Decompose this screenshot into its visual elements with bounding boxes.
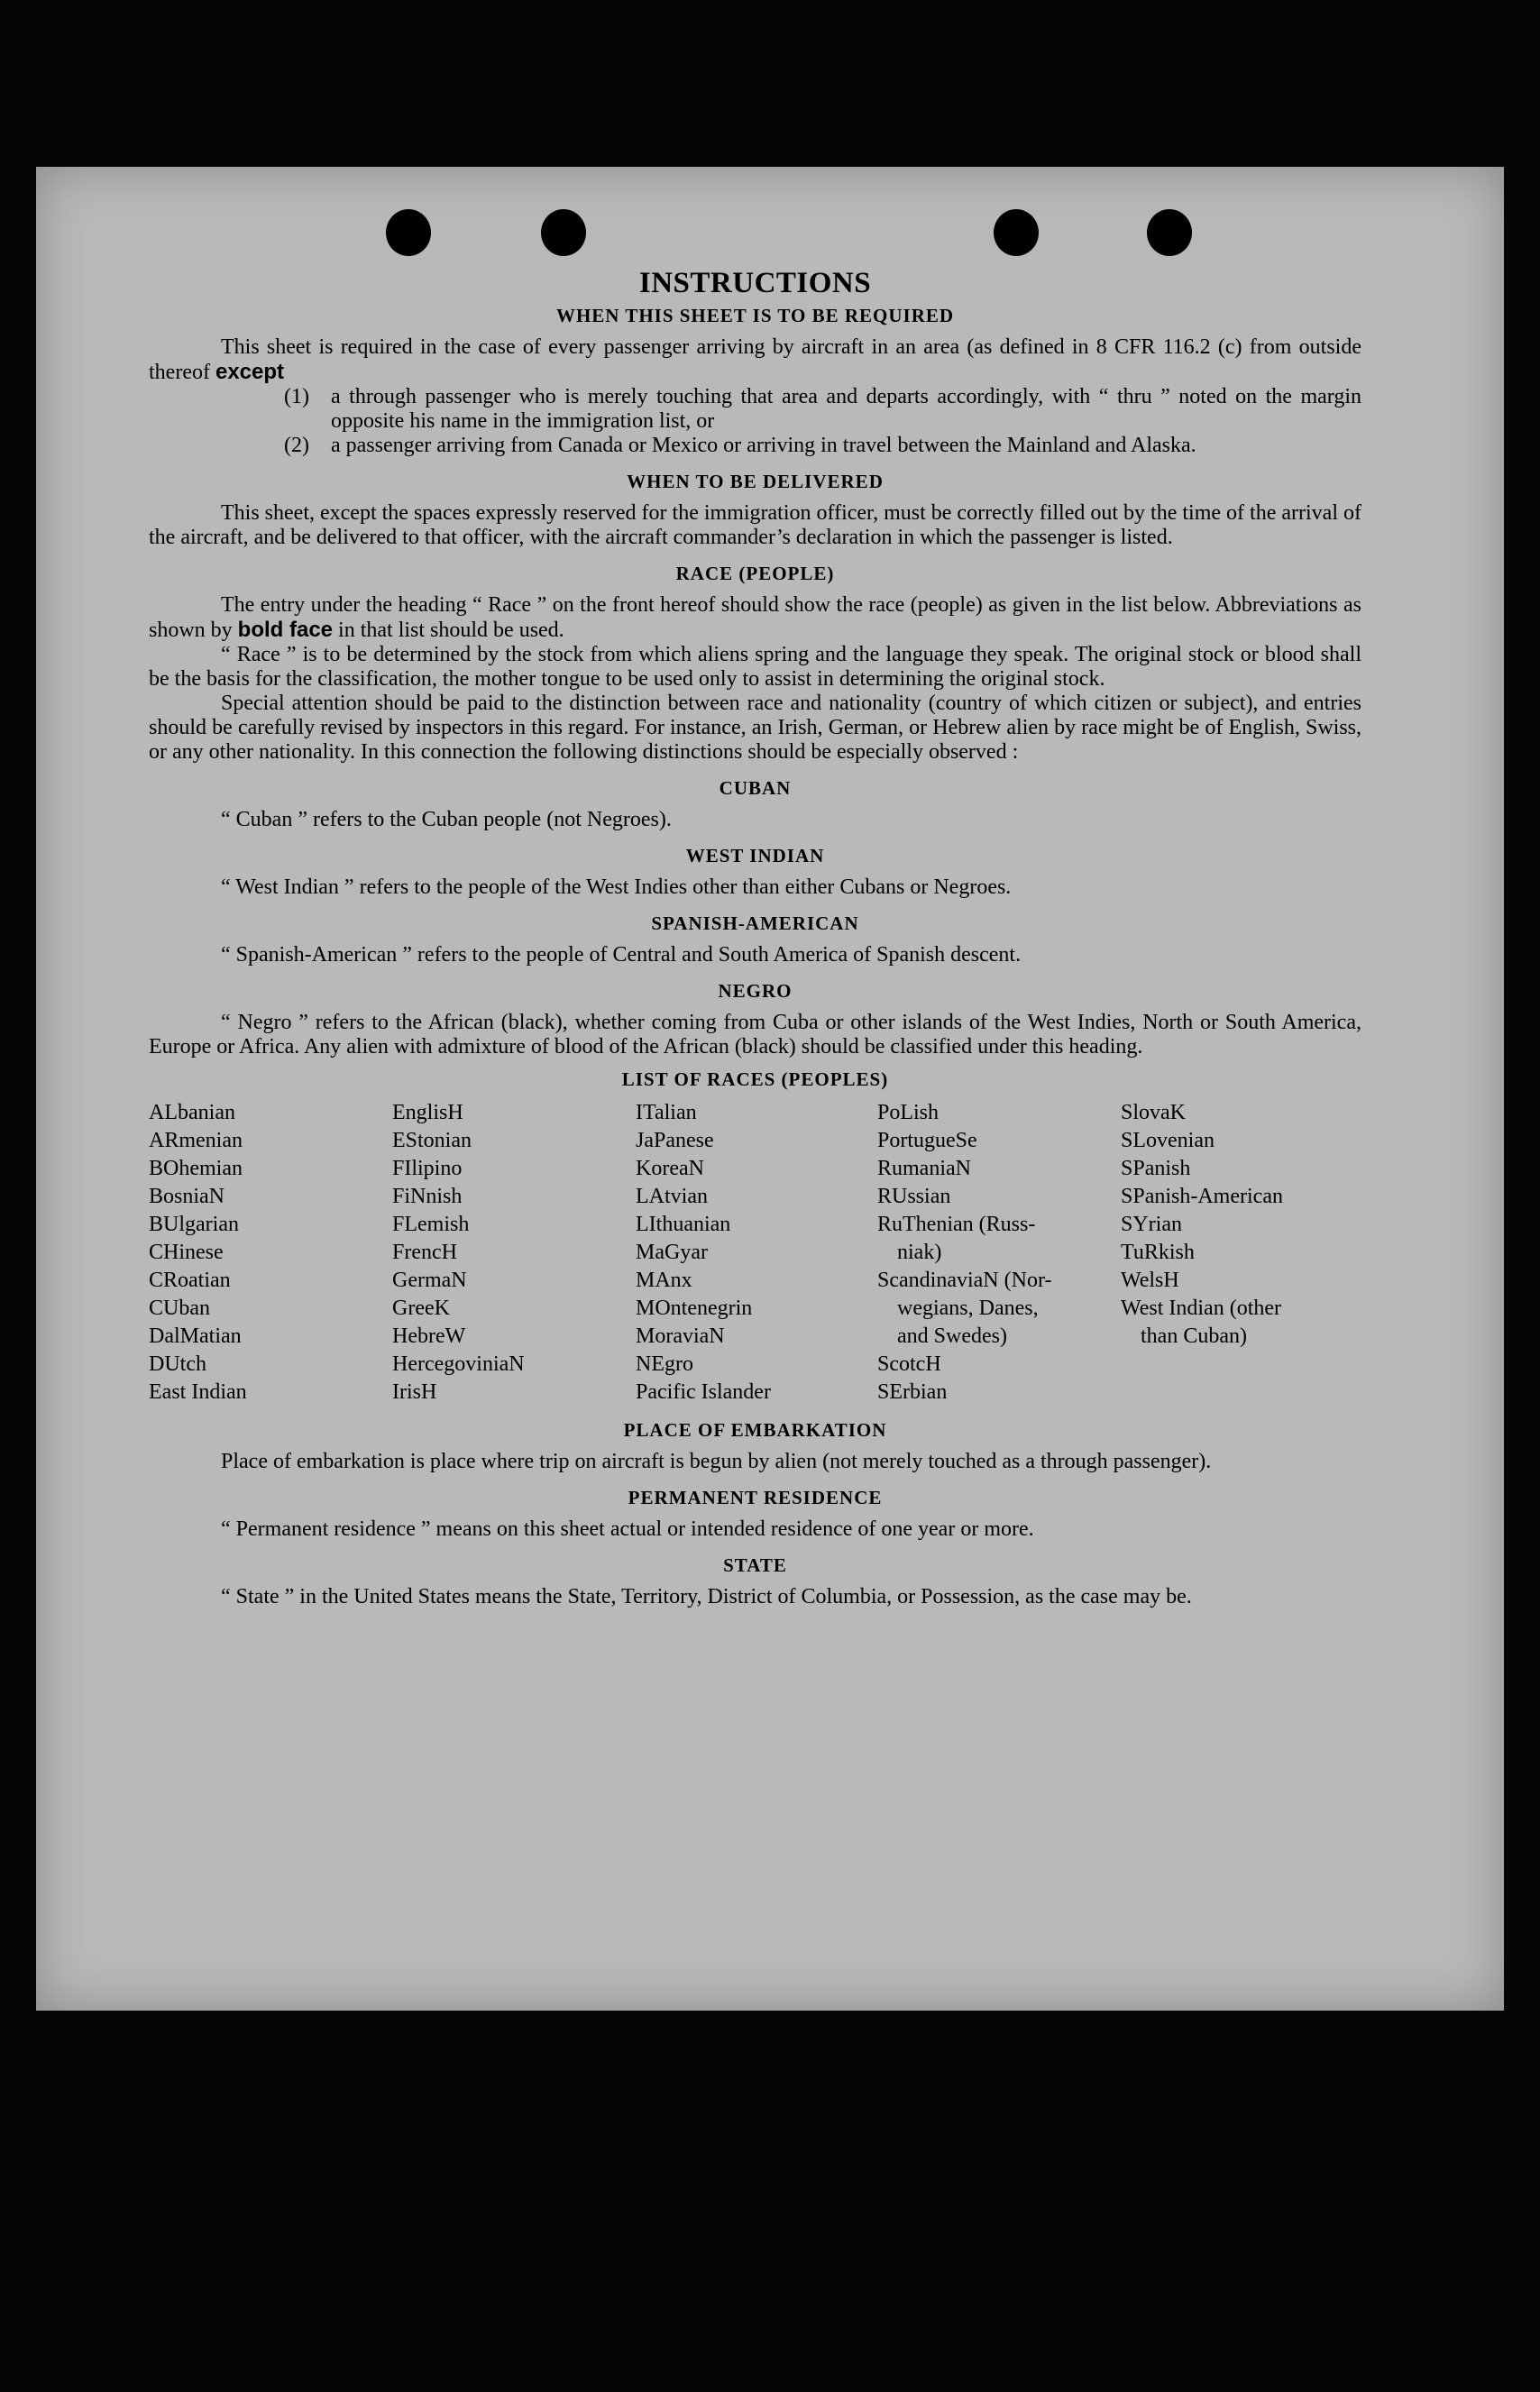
race-entry: SErbian [877, 1380, 948, 1404]
race-entry: ScandinaviaN (Nor- [877, 1269, 1052, 1292]
race-entry: EStonian [392, 1129, 472, 1152]
race-entry: LAtvian [636, 1185, 708, 1208]
race-entry: Pacific Islander [636, 1380, 771, 1404]
race-entry: FLemish [392, 1213, 470, 1236]
race-paragraph-3: Special attention should be paid to the distinction between race and nationality (country of which citizen or subject), and entries should be carefully revised by inspectors in this regard. For instance, an Irish, German, or Hebrew alien by race might be of English, Swiss, or any other nationality. In this connection the following distinctions should be especially observed : [149, 692, 1361, 764]
race-entry: CUban [149, 1297, 210, 1320]
races-column-5 [1121, 1099, 1361, 1407]
race-entry: MoraviaN [636, 1324, 725, 1348]
cuban-text: “ Cuban ” refers to the Cuban people (not Negroes). [221, 808, 672, 831]
race-entry: ITalian [636, 1101, 697, 1124]
heading-when-required: WHEN THIS SHEET IS TO BE REQUIRED [555, 305, 955, 326]
instructions-content [149, 267, 1361, 1609]
race-entry: NEgro [636, 1352, 693, 1376]
race-entry: FiNnish [392, 1185, 463, 1208]
race-paragraph-2: “ Race ” is to be determined by the stock from which aliens spring and the language they speak. The original stock or blood shall be the basis for the classification, the mother tongue to be used only to assist in determining the original stock. [149, 643, 1361, 691]
race-entry: TuRkish [1121, 1241, 1195, 1264]
race-entry: SPanish [1121, 1157, 1191, 1180]
when-required-intro: This sheet is required in the case of every passenger arriving by aircraft in an area (as defined in 8 CFR 116.2 (c) from outside thereof except [149, 335, 1361, 384]
race-entry: wegians, Danes, [897, 1297, 1039, 1320]
race-entry: GreeK [392, 1297, 450, 1320]
race-entry: niak) [897, 1241, 942, 1264]
embarkation-text: Place of embarkation is place where trip on aircraft is begun by alien (not merely touched as a through passenger). [221, 1450, 1212, 1473]
races-column-2 [392, 1099, 636, 1407]
punch-hole [1147, 209, 1192, 256]
heading-embarkation: PLACE OF EMBARKATION [623, 1419, 887, 1441]
race-entry: PoLish [877, 1101, 940, 1124]
permanent-residence-text: “ Permanent residence ” means on this sheet actual or intended residence of one year or more. [221, 1517, 1034, 1541]
race-entry: GermaN [392, 1269, 467, 1292]
races-column-4 [877, 1099, 1121, 1407]
race-entry: LIthuanian [636, 1213, 731, 1236]
race-entry: SYrian [1121, 1213, 1182, 1236]
west-indian-text: “ West Indian ” refers to the people of the West Indies other than either Cubans or Negroes. [221, 875, 1012, 899]
race-entry: HebreW [392, 1324, 466, 1348]
race-entry: and Swedes) [897, 1324, 1007, 1348]
race-entry: MaGyar [636, 1241, 708, 1264]
heading-when-delivered: WHEN TO BE DELIVERED [627, 471, 884, 492]
heading-negro: NEGRO [718, 980, 793, 1002]
heading-race: RACE (PEOPLE) [675, 563, 835, 584]
race-entry: CHinese [149, 1241, 224, 1264]
heading-state: STATE [723, 1554, 787, 1576]
punch-hole [386, 209, 431, 256]
spanish-american-text: “ Spanish-American ” refers to the people of Central and South America of Spanish descent. [221, 943, 1022, 967]
race-entry: EnglisH [392, 1101, 463, 1124]
race-entry: DalMatian [149, 1324, 242, 1348]
race-entry: IrisH [392, 1380, 437, 1404]
when-required-item-2: (2) a passenger arriving from Canada or Mexico or arriving in travel between the Mainland and Alaska. [284, 434, 1196, 457]
race-entry: ARmenian [149, 1129, 243, 1152]
punch-hole [541, 209, 586, 256]
when-required-item-1: (1) a through passenger who is merely touching that area and departs accordingly, with “ thru ” noted on the margin opposite his name in the immigration list, or [284, 385, 1361, 433]
heading-west-indian: WEST INDIAN [685, 845, 825, 866]
race-entry: RumaniaN [877, 1157, 971, 1180]
negro-text: “ Negro ” refers to the African (black), whether coming from Cuba or other islands of the West Indies, North or South America, Europe or Africa. Any alien with admixture of blood of the African (black) should be classified under this heading. [149, 1011, 1361, 1059]
when-delivered-text: This sheet, except the spaces expressly reserved for the immigration officer, must be correctly filled out by the time of the arrival of the aircraft, and be delivered to that officer, with the aircraft commander’s declaration in which the passenger is listed. [149, 501, 1361, 549]
punch-hole [994, 209, 1039, 256]
heading-spanish-american: SPANISH-AMERICAN [651, 912, 859, 934]
race-entry: HercegoviniaN [392, 1352, 525, 1376]
race-entry: FIlipino [392, 1157, 463, 1180]
race-entry: KoreaN [636, 1157, 704, 1180]
heading-list-of-races: LIST OF RACES (PEOPLES) [621, 1068, 889, 1090]
race-entry: RUssian [877, 1185, 951, 1208]
race-entry: West Indian (other [1121, 1297, 1282, 1320]
races-list [149, 1099, 1361, 1407]
race-entry: SPanish-American [1121, 1185, 1283, 1208]
race-entry: BUlgarian [149, 1213, 239, 1236]
races-column-1 [149, 1099, 392, 1407]
race-entry: SLovenian [1121, 1129, 1215, 1152]
race-entry: WelsH [1121, 1269, 1179, 1292]
heading-cuban: CUBAN [719, 777, 792, 799]
race-entry: ALbanian [149, 1101, 235, 1124]
race-entry: PortugueSe [877, 1129, 977, 1152]
race-entry: MOntenegrin [636, 1297, 753, 1320]
race-entry: ScotcH [877, 1352, 941, 1376]
race-entry: DUtch [149, 1352, 206, 1376]
race-entry: SlovaK [1121, 1101, 1186, 1124]
race-entry: BOhemian [149, 1157, 243, 1180]
race-entry: JaPanese [636, 1129, 714, 1152]
race-entry: CRoatian [149, 1269, 231, 1292]
race-entry: FrencH [392, 1241, 457, 1264]
page-title: INSTRUCTIONS [638, 267, 872, 299]
race-entry: than Cuban) [1141, 1324, 1247, 1348]
race-entry: RuThenian (Russ- [877, 1213, 1036, 1236]
race-entry: BosniaN [149, 1185, 225, 1208]
race-entry: East Indian [149, 1380, 247, 1404]
race-entry: MAnx [636, 1269, 692, 1292]
race-paragraph-1: The entry under the heading “ Race ” on the front hereof should show the race (people) as given in the list below. Abbreviations as shown by bold face in that list should be used. [149, 593, 1361, 642]
heading-permanent-residence: PERMANENT RESIDENCE [628, 1487, 883, 1508]
races-column-3 [636, 1099, 877, 1407]
state-text: “ State ” in the United States means the State, Territory, District of Columbia, or Possession, as the case may be. [221, 1585, 1192, 1608]
